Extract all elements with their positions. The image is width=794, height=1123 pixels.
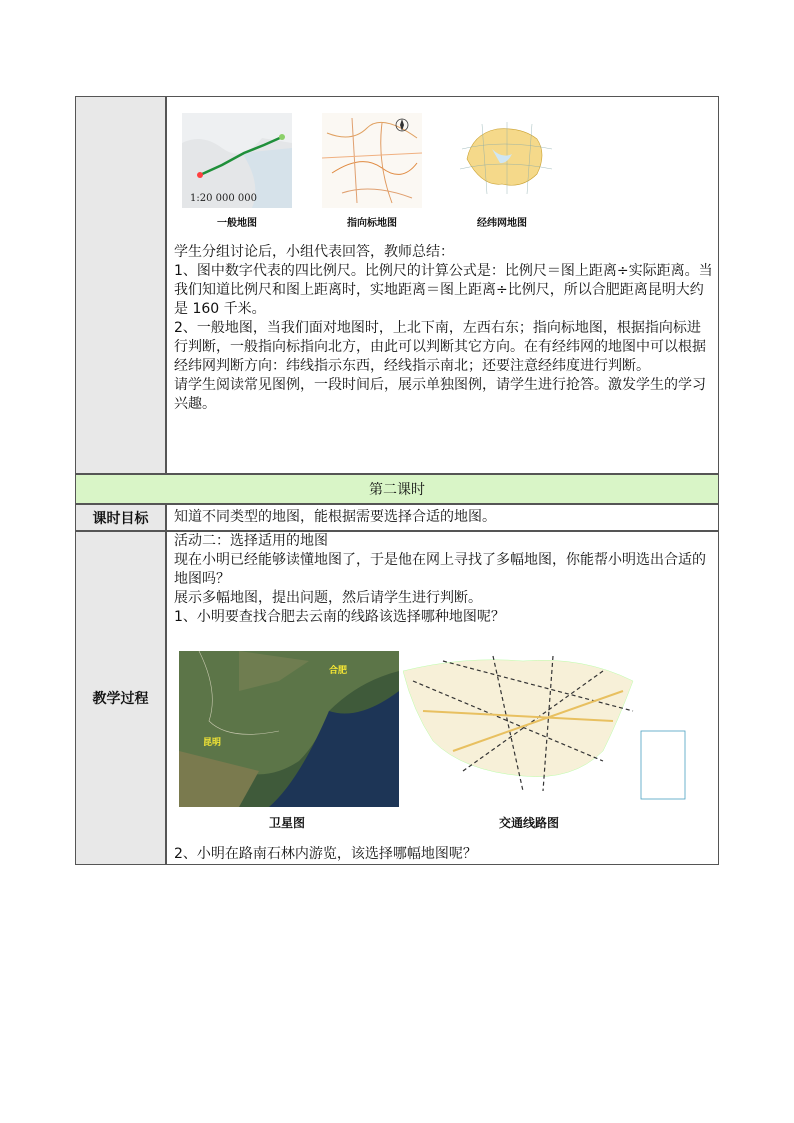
map-label-kunming: 昆明 bbox=[203, 738, 222, 748]
caption-transport-map: 交通线路图 bbox=[498, 816, 559, 830]
paragraph: 2、一般地图，当我们面对地图时，上北下南，左西右东；指向标地图，根据指向标进行判断，一般指向标指向北方，由此可以判断其它方向。在有经纬网的地图中可以根据经纬网判断方向：纬线指示东西，经线指示南北；还要注意经纬度进行判断。 bbox=[174, 320, 706, 374]
lesson2-title: 第二课时 bbox=[75, 474, 719, 504]
process-line: 现在小明已经能够读懂地图了，于是他在网上寻找了多幅地图，你能帮小明选出合适的地图吗？ bbox=[174, 552, 706, 587]
map-label-hefei: 合肥 bbox=[329, 666, 348, 676]
caption-compass-map: 指向标地图 bbox=[347, 218, 397, 229]
process-content-cell bbox=[166, 531, 719, 865]
compass-map-image bbox=[322, 113, 422, 208]
process-line: 展示多幅地图，提出问题，然后请学生进行判断。 bbox=[174, 590, 482, 606]
caption-satellite-map: 卫星图 bbox=[268, 816, 305, 830]
satellite-map-image bbox=[179, 651, 399, 807]
row1-content-cell bbox=[166, 96, 719, 474]
caption-general-map: 一般地图 bbox=[217, 218, 257, 229]
transport-map-image bbox=[403, 651, 693, 807]
row1-label-cell bbox=[75, 96, 166, 474]
general-map-image bbox=[182, 113, 292, 208]
question-2: 2、小明在路南石林内游览，该选择哪幅地图呢？ bbox=[174, 846, 477, 862]
scale-text: 1:20 000 000 bbox=[190, 193, 257, 204]
goal-label: 课时目标 bbox=[75, 504, 166, 531]
caption-latlong-map: 经纬网地图 bbox=[477, 218, 527, 229]
goal-text: 知道不同类型的地图，能根据需要选择合适的地图。 bbox=[166, 504, 719, 531]
paragraph: 请学生阅读常见图例，一段时间后，展示单独图例，请学生进行抢答。激发学生的学习兴趣。 bbox=[174, 377, 706, 412]
summary-text bbox=[167, 243, 720, 414]
process-label: 教学过程 bbox=[75, 531, 166, 865]
process-line: 活动二：选择适用的地图 bbox=[174, 533, 328, 549]
paragraph: 学生分组讨论后，小组代表回答，教师总结： bbox=[174, 244, 454, 260]
process-line: 1、小明要查找合肥去云南的线路该选择哪种地图呢？ bbox=[174, 609, 505, 625]
latlong-map-image bbox=[452, 119, 557, 199]
paragraph: 1、图中数字代表的四比例尺。比例尺的计算公式是：比例尺＝图上距离÷实际距离。当我们知道比例尺和图上距离时，实地距离＝图上距离÷比例尺，所以合肥距离昆明大约是 160 千米。 bbox=[174, 263, 713, 317]
